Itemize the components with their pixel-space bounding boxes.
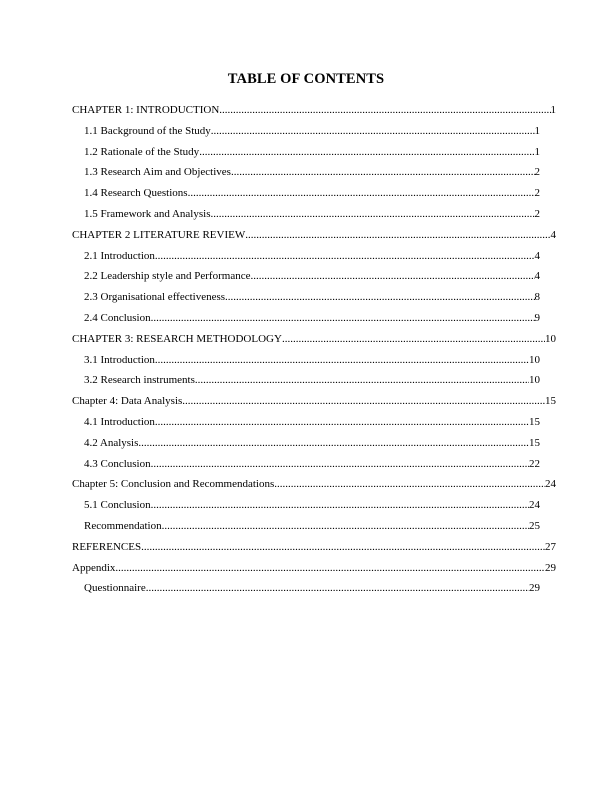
toc-entry[interactable] — [84, 350, 540, 371]
toc-entry-title: 4.2 Analysis — [84, 436, 139, 449]
toc-page-number: 25 — [529, 519, 540, 532]
toc-page-number: 4 — [550, 228, 556, 241]
toc-dot-leader — [245, 225, 550, 246]
toc-dot-leader — [188, 183, 535, 204]
toc-page-number: 1 — [534, 145, 540, 158]
toc-page-number: 29 — [529, 582, 540, 595]
toc-dot-leader — [162, 516, 529, 537]
toc-entry-title: 4.1 Introduction — [84, 415, 155, 428]
toc-dot-leader — [146, 578, 529, 599]
toc-dot-leader — [155, 246, 535, 267]
toc-entry[interactable] — [84, 204, 540, 225]
toc-dot-leader — [211, 121, 535, 142]
table-of-contents — [0, 100, 612, 599]
toc-dot-leader — [250, 266, 534, 287]
toc-entry[interactable] — [84, 121, 540, 142]
toc-dot-leader — [225, 287, 534, 308]
toc-dot-leader — [151, 495, 529, 516]
toc-entry[interactable] — [72, 225, 556, 246]
toc-entry-title: 2.3 Organisational effectiveness — [84, 291, 226, 304]
toc-page-number: 29 — [545, 561, 556, 574]
toc-entry[interactable] — [84, 162, 540, 183]
toc-page-number: 10 — [545, 332, 556, 345]
toc-entry[interactable] — [84, 578, 540, 599]
toc-entry-title: 1.1 Background of the Study — [84, 124, 211, 137]
toc-entry[interactable] — [84, 495, 540, 516]
toc-entry[interactable] — [72, 329, 556, 350]
toc-entry[interactable] — [84, 516, 540, 537]
toc-entry-title: CHAPTER 2 LITERATURE REVIEW — [72, 228, 246, 241]
toc-entry[interactable] — [84, 287, 540, 308]
toc-entry-title: 1.5 Framework and Analysis — [84, 207, 211, 220]
toc-entry[interactable] — [84, 246, 540, 267]
toc-dot-leader — [182, 391, 545, 412]
toc-entry-title: CHAPTER 1: INTRODUCTION — [72, 104, 220, 116]
toc-entry-title: Recommendation — [84, 519, 162, 532]
toc-dot-leader — [151, 308, 535, 329]
toc-dot-leader — [155, 412, 529, 433]
toc-dot-leader — [151, 454, 529, 475]
toc-page-number: 24 — [545, 478, 556, 491]
toc-page-number: 4 — [534, 249, 540, 262]
toc-page-number: 4 — [534, 270, 540, 283]
toc-entry[interactable] — [84, 183, 540, 204]
toc-page-number: 1 — [534, 124, 540, 137]
toc-page-number: 1 — [550, 104, 556, 116]
toc-page-number: 15 — [545, 395, 556, 408]
toc-entry-title: 1.4 Research Questions — [84, 187, 188, 200]
toc-entry[interactable] — [84, 412, 540, 433]
toc-entry-title: 3.1 Introduction — [84, 353, 155, 366]
toc-entry-title: REFERENCES — [72, 540, 142, 553]
toc-dot-leader — [115, 558, 545, 579]
toc-entry-title: 2.4 Conclusion — [84, 311, 151, 324]
toc-entry-title: 5.1 Conclusion — [84, 499, 151, 512]
toc-page-number: 15 — [529, 415, 540, 428]
toc-entry[interactable] — [84, 266, 540, 287]
toc-page-number: 24 — [529, 499, 540, 512]
toc-page-number: 10 — [529, 374, 540, 387]
toc-entry[interactable] — [84, 370, 540, 391]
toc-entry[interactable] — [84, 308, 540, 329]
toc-entry-title: 1.3 Research Aim and Objectives — [84, 166, 231, 179]
toc-entry[interactable] — [72, 474, 556, 495]
toc-entry[interactable] — [72, 537, 556, 558]
toc-page-number: 22 — [529, 457, 540, 470]
toc-entry-title: Questionnaire — [84, 582, 146, 595]
toc-entry-title: Appendix — [72, 561, 116, 574]
toc-page-number: 27 — [545, 540, 556, 553]
toc-dot-leader — [199, 142, 534, 163]
toc-page-number: 2 — [534, 187, 540, 200]
toc-page-number: 8 — [534, 291, 540, 304]
toc-entry-title: CHAPTER 3: RESEARCH METHODOLOGY — [72, 332, 282, 345]
toc-page-number: 2 — [534, 207, 540, 220]
toc-entry[interactable] — [84, 454, 540, 475]
toc-dot-leader — [210, 204, 534, 225]
toc-dot-leader — [155, 350, 529, 371]
toc-entry[interactable] — [84, 142, 540, 163]
toc-entry[interactable] — [84, 433, 540, 454]
toc-entry-title: Chapter 5: Conclusion and Recommendations — [72, 478, 275, 491]
toc-dot-leader — [231, 162, 535, 183]
toc-entry[interactable] — [72, 558, 556, 579]
toc-entry-title: 2.2 Leadership style and Performance — [84, 270, 251, 283]
toc-entry[interactable] — [72, 391, 556, 412]
toc-dot-leader — [195, 370, 529, 391]
toc-page-number: 2 — [534, 166, 540, 179]
toc-dot-leader — [138, 433, 529, 454]
toc-entry-title: 2.1 Introduction — [84, 249, 155, 262]
toc-dot-leader — [282, 329, 545, 350]
toc-entry-title: 3.2 Research instruments — [84, 374, 195, 387]
toc-entry[interactable] — [72, 100, 556, 121]
toc-entry-title: 1.2 Rationale of the Study — [84, 145, 200, 158]
page-title: TABLE OF CONTENTS — [227, 71, 385, 87]
toc-dot-leader — [274, 474, 545, 495]
toc-page-number: 10 — [529, 353, 540, 366]
toc-dot-leader — [219, 100, 550, 121]
toc-page-number: 15 — [529, 436, 540, 449]
toc-entry-title: 4.3 Conclusion — [84, 457, 151, 470]
toc-dot-leader — [141, 537, 545, 558]
toc-entry-title: Chapter 4: Data Analysis — [72, 395, 183, 408]
toc-page-number: 9 — [534, 311, 540, 324]
